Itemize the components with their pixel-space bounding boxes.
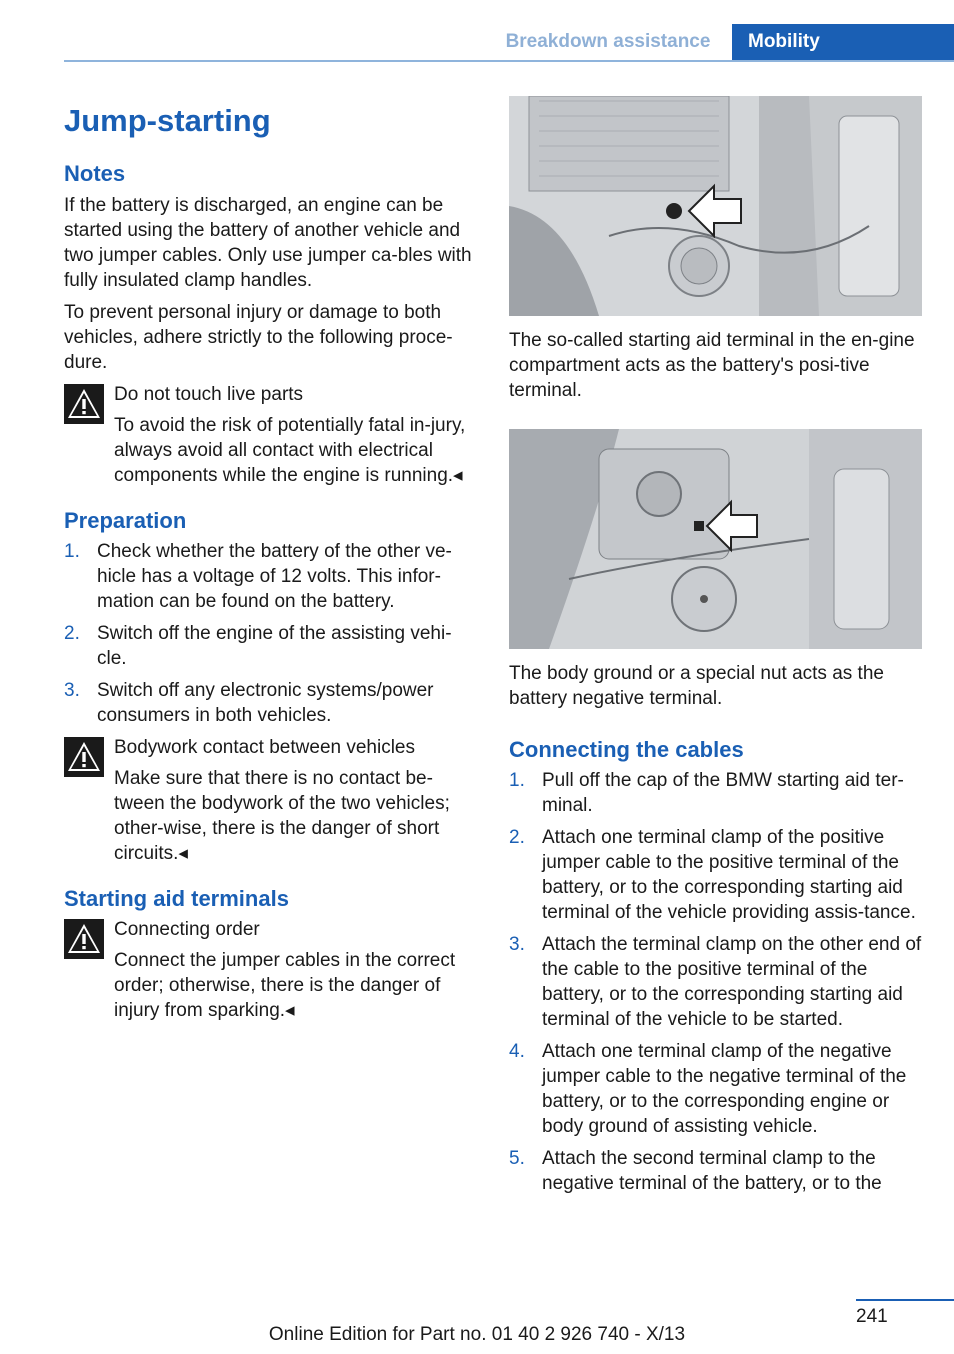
step-text: Attach one terminal clamp of the positive jumper cable to the positive terminal of the battery, or to the corresponding starting aid terminal of the vehicle providing assis‐tance. bbox=[542, 827, 916, 924]
warning-body: To avoid the risk of potentially fatal in‐jury, always avoid all contact with electrical components while the engine is running.◂ bbox=[114, 414, 466, 486]
step-number: 1. bbox=[509, 770, 525, 792]
engine-illustration-2 bbox=[509, 429, 922, 649]
figure-caption: The so-called starting aid terminal in the en‐gine compartment acts as the battery's posi‐tive terminal. bbox=[509, 330, 915, 401]
warning-triangle-icon bbox=[64, 384, 104, 424]
step-text: Attach the terminal clamp on the other end of the cable to the positive terminal of the battery, or to the corresponding starting aid terminal of the vehicle to be started. bbox=[542, 934, 922, 1031]
warning-bodywork-contact bbox=[64, 735, 476, 866]
page-title: Jump-starting bbox=[64, 103, 271, 138]
footer-edition: Online Edition for Part no. 01 40 2 926 740 - X/13 bbox=[268, 1324, 686, 1345]
warning-title: Connecting order bbox=[114, 919, 260, 941]
step-number: 2. bbox=[509, 827, 525, 849]
step-number: 2. bbox=[64, 622, 80, 644]
header-section-label: Breakdown assistance bbox=[505, 31, 711, 52]
right-column bbox=[509, 96, 922, 1203]
step-text: Switch off any electronic systems/power consumers in both vehicles. bbox=[97, 679, 434, 726]
connecting-steps bbox=[509, 768, 922, 1196]
step-text: Check whether the battery of the other ve‐hicle has a voltage of 12 volts. This infor‐mation can be found on the battery. bbox=[97, 540, 452, 612]
step-text: Attach the second terminal clamp to the negative terminal of the battery, or to the bbox=[542, 1148, 882, 1195]
list-item bbox=[509, 1146, 922, 1196]
step-text: Switch off the engine of the assisting vehi‐cle. bbox=[97, 622, 452, 669]
warning-title: Do not touch live parts bbox=[114, 383, 304, 405]
engine-compartment-positive-terminal-image bbox=[509, 96, 922, 316]
list-item bbox=[509, 768, 922, 818]
warning-triangle-icon bbox=[64, 737, 104, 777]
notes-heading: Notes bbox=[64, 161, 126, 187]
list-item bbox=[64, 621, 476, 671]
header-divider bbox=[64, 60, 954, 62]
step-number: 5. bbox=[509, 1148, 525, 1170]
footer-divider bbox=[856, 1299, 954, 1301]
list-item bbox=[509, 825, 922, 925]
step-text: Pull off the cap of the BMW starting aid ter‐minal. bbox=[542, 770, 904, 817]
warning-body: Connect the jumper cables in the correct order; otherwise, there is the danger of injury from sparking.◂ bbox=[114, 950, 456, 1022]
list-item bbox=[509, 932, 922, 1032]
warning-connecting-order bbox=[64, 917, 476, 1023]
step-number: 3. bbox=[64, 679, 80, 701]
engine-illustration-1 bbox=[509, 96, 922, 316]
preparation-heading: Preparation bbox=[64, 507, 187, 533]
warning-title: Bodywork contact between vehicles bbox=[114, 736, 415, 758]
list-item bbox=[64, 678, 476, 728]
left-column bbox=[64, 96, 476, 1030]
notes-paragraph-1: If the battery is discharged, an engine can be started using the battery of another vehicle and two jumper cables. Only use jumper ca‐bles with fully insulated clamp handles. bbox=[64, 194, 472, 291]
preparation-steps bbox=[64, 539, 476, 728]
figure-caption: The body ground or a special nut acts as the battery negative terminal. bbox=[509, 663, 884, 709]
notes-paragraph-2: To prevent personal injury or damage to both vehicles, adhere strictly to the following proce‐dure. bbox=[64, 301, 453, 373]
engine-compartment-negative-terminal-image bbox=[509, 429, 922, 649]
warning-triangle-icon bbox=[64, 919, 104, 959]
warning-body: Make sure that there is no contact be‐tween the bodywork of the two vehicles; other‐wise, there is the danger of short circuits.◂ bbox=[114, 767, 450, 864]
page-number: 241 bbox=[856, 1306, 888, 1327]
starting-aid-terminals-heading: Starting aid terminals bbox=[64, 885, 289, 911]
step-text: Attach one terminal clamp of the negative jumper cable to the negative terminal of the battery, or to the corresponding engine or body ground of assisting vehicle. bbox=[542, 1041, 907, 1138]
connecting-cables-heading: Connecting the cables bbox=[509, 737, 744, 762]
step-number: 4. bbox=[509, 1041, 525, 1063]
list-item bbox=[64, 539, 476, 614]
header-chapter-tab: Mobility bbox=[732, 24, 954, 60]
step-number: 1. bbox=[64, 540, 80, 562]
step-number: 3. bbox=[509, 934, 525, 956]
warning-live-parts bbox=[64, 382, 476, 488]
list-item bbox=[509, 1039, 922, 1139]
